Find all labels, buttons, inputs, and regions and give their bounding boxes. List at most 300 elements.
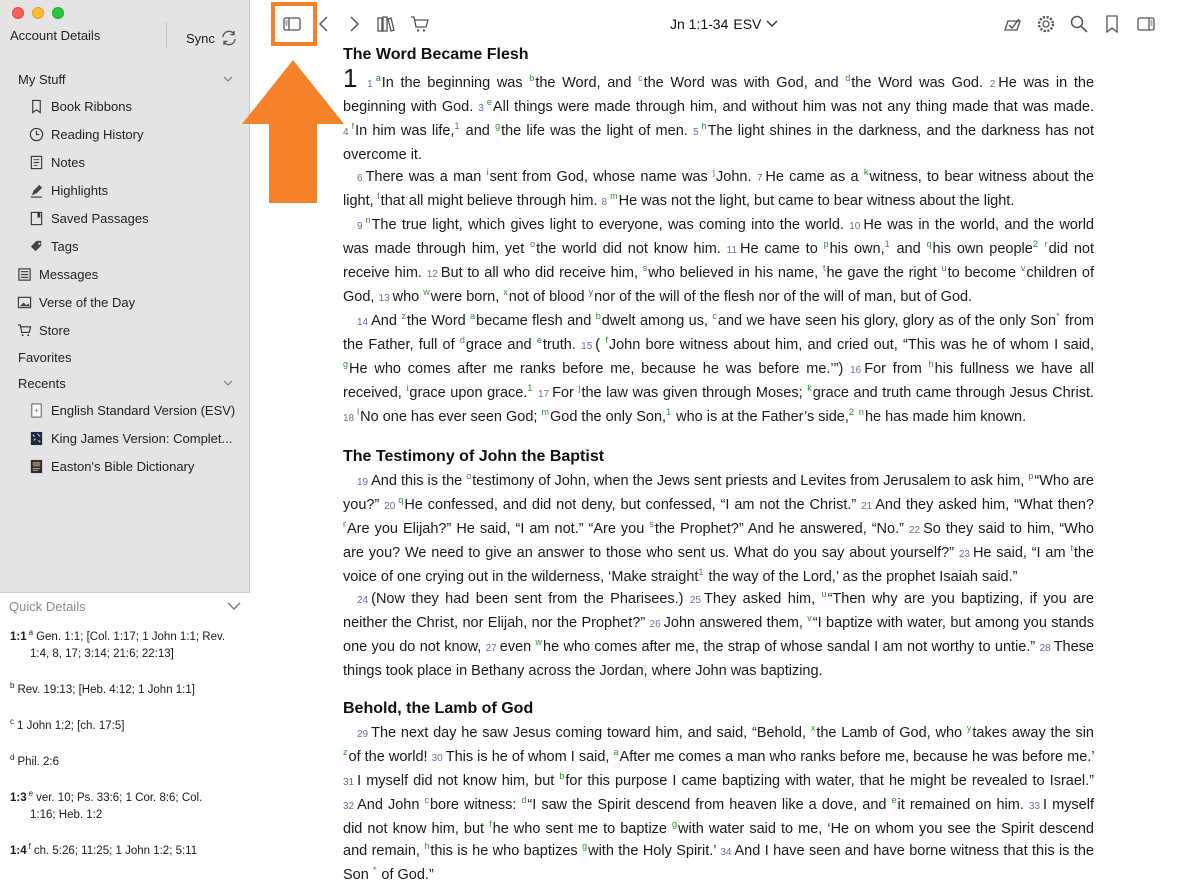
verse-text: No one has ever seen God;: [360, 409, 542, 425]
footnote-marker[interactable]: q: [926, 239, 932, 250]
paragraph: [343, 310, 1094, 430]
footnote-marker[interactable]: w: [423, 287, 430, 298]
verse-text: truth.: [542, 337, 576, 353]
verse-text: sent from God, whose name was: [489, 169, 714, 185]
cross-reference-verse: 1:1: [10, 631, 27, 643]
cross-reference-entry[interactable]: [10, 754, 240, 771]
footnote-marker[interactable]: z: [401, 311, 406, 322]
verse-text: children of God,: [343, 265, 1094, 305]
verse-text: who: [392, 289, 424, 305]
sidebar-item-label: English Standard Version (ESV): [51, 402, 236, 418]
footnote-marker[interactable]: b: [595, 311, 601, 322]
reading-plan-button[interactable]: [1002, 13, 1024, 35]
verse-text: the Word was God.: [851, 75, 984, 91]
minimize-window-button[interactable]: [32, 7, 44, 19]
sidebar-item-messages[interactable]: [0, 260, 250, 288]
sidebar-item-reading-history[interactable]: [0, 120, 250, 148]
footnote-marker[interactable]: 1: [666, 407, 672, 418]
verse-number: 14: [357, 317, 369, 328]
footnote-marker[interactable]: h: [928, 359, 934, 370]
verse-text: Are you Elijah?” He said, “I am not.” “Are you: [347, 521, 650, 537]
footnote-marker[interactable]: z: [343, 747, 348, 758]
sidebar-item-store[interactable]: [0, 316, 250, 344]
footnote-marker[interactable]: t: [822, 263, 826, 274]
verse-text: But to all who did receive him,: [440, 265, 643, 281]
verse-text: testimony of John, when the Jews sent priests and Levites from Jerusalem to ask him,: [472, 473, 1029, 489]
footnote-marker[interactable]: m: [541, 407, 549, 418]
verse-text: He who comes after me ranks before me, because he was before me.’”): [349, 361, 844, 377]
sidebar-item-label: Notes: [51, 154, 85, 170]
footnote-marker[interactable]: e: [536, 335, 542, 346]
verse-text: his own,: [829, 241, 885, 257]
chevron-down-icon: [766, 19, 778, 29]
footnote-marker[interactable]: d: [521, 795, 527, 806]
footnote-marker[interactable]: p: [823, 239, 829, 250]
verse-text: In him was life,: [355, 123, 455, 139]
verse-number: 20: [384, 501, 396, 512]
verse-text: and: [890, 241, 927, 257]
verse-text: I myself did not know him, but: [357, 773, 560, 789]
verse-text: this is he who baptizes: [430, 843, 583, 859]
verse-text: John bore witness about him, and cried out, “This was he of whom I said,: [608, 337, 1095, 353]
cross-reference-verse: 1:3: [10, 792, 27, 804]
footnote-marker[interactable]: c: [712, 311, 717, 322]
footnote-marker[interactable]: f: [489, 819, 492, 830]
footnote-marker[interactable]: j: [578, 383, 581, 394]
verse-text: They asked him,: [704, 591, 822, 607]
bookmark-icon: [1102, 14, 1122, 34]
verse-text: He was in the world, and the world was made through him, yet: [343, 217, 1094, 257]
verse-text: The light shines in the darkness, and the darkness has not overcome it.: [343, 123, 1095, 163]
verse-text: for this purpose I came baptizing with water, that he might be revealed to Israel.”: [565, 773, 1094, 789]
verse-text: with water said to me, ‘He on whom you see the Spirit descend and remain,: [343, 821, 1094, 859]
verse-text: And they asked him, “What then?: [875, 497, 1095, 513]
sidebar-item-label: Highlights: [51, 182, 109, 198]
sidebar-item-label: Reading History: [51, 126, 144, 142]
footnote-marker[interactable]: v: [807, 613, 812, 624]
verse-number: 9: [357, 221, 363, 232]
verse-text: After me comes a man who ranks before me, because he was before me.’: [619, 749, 1095, 765]
footnote-marker[interactable]: *: [372, 865, 377, 876]
footnote-marker[interactable]: 2: [1032, 239, 1038, 250]
verse-text: John.: [716, 169, 752, 185]
verse-number: 7: [756, 173, 763, 184]
sidebar-nav: [0, 66, 250, 480]
footnote-marker[interactable]: u: [821, 589, 827, 600]
verse-number: 31: [343, 777, 355, 788]
verse-text: the voice of one crying out in the wilderness, ‘Make straight: [343, 545, 1095, 585]
footnote-marker[interactable]: c: [424, 795, 429, 806]
verse-number: 30: [431, 753, 443, 764]
footnote-marker[interactable]: h: [701, 121, 707, 132]
verse-text: In the beginning was: [381, 75, 530, 91]
sidebar-item-verse-of-the-day[interactable]: [0, 288, 250, 316]
footnote-marker[interactable]: a: [613, 747, 619, 758]
verse-text: All things were made through him, and without him was not any thing made that was made.: [492, 99, 1094, 115]
close-window-button[interactable]: [12, 7, 24, 19]
verse-text: “Who are you?”: [343, 473, 1094, 513]
cross-reference-text: 1:4, 8, 17; 3:14; 21:6; 22:13]: [30, 648, 174, 660]
verse-text: grace and truth came through Jesus Christ.: [812, 385, 1095, 401]
footnote-marker[interactable]: b: [559, 771, 565, 782]
cross-reference-letter: c: [10, 717, 14, 727]
cross-reference-text: Rev. 19:13; [Heb. 4:12; 1 John 1:1]: [17, 684, 195, 696]
section-label: My Stuff: [18, 71, 66, 87]
footnote-marker[interactable]: e: [486, 97, 492, 108]
clock-icon: [29, 127, 44, 142]
verse-number: 23: [958, 549, 970, 560]
footnote-marker[interactable]: n: [365, 215, 371, 226]
verse-text: And: [371, 313, 402, 329]
verse-text: “I saw the Spirit descend from heaven like a dove, and: [527, 797, 892, 813]
quick-details-header[interactable]: [0, 593, 250, 619]
verse-text: that all might believe through him.: [380, 193, 598, 209]
verse-text: the world did not know him.: [536, 241, 721, 257]
chevron-left-icon: [314, 14, 334, 34]
verse-number: 15: [581, 341, 593, 352]
verse-text: not of blood: [508, 289, 589, 305]
footnote-marker[interactable]: w: [535, 637, 543, 648]
footnote-marker[interactable]: 1: [454, 121, 460, 132]
verse-text: it remained on him.: [897, 797, 1024, 813]
sync-button[interactable]: [186, 28, 239, 48]
verse-text: bore witness:: [429, 797, 522, 813]
footnote-marker[interactable]: r: [343, 519, 346, 530]
footnote-marker[interactable]: u: [941, 263, 947, 274]
highlighter-icon: [29, 183, 44, 198]
passage-reference: Jn 1:1-34: [670, 16, 729, 32]
verse-text: So they said to him, “Who are you? We need to give an answer to those who sent us. What do you say about yourself?”: [343, 521, 1094, 561]
verse-number: 17: [538, 389, 550, 400]
cross-reference-text: ver. 10; Ps. 33:6; 1 Cor. 8:6; Col.: [36, 792, 203, 804]
section-heading: The Word Became Flesh: [343, 46, 529, 63]
verse-number: 6: [357, 173, 363, 184]
verse-text: The true light, which gives light to everyone, was coming into the world.: [371, 217, 844, 233]
settings-button[interactable]: [1035, 13, 1057, 35]
chapter-number: 1: [343, 63, 358, 93]
verse-text: nor of the will of the flesh nor of the will of man, but of God.: [594, 289, 973, 305]
sync-icon: [219, 28, 239, 48]
paragraph: [343, 470, 1094, 588]
footnote-marker[interactable]: y: [588, 287, 594, 298]
gear-icon: [1036, 14, 1056, 34]
passage-text: [343, 470, 1094, 682]
footnote-marker[interactable]: g: [672, 819, 678, 830]
verse-text: the law was given through Moses;: [581, 385, 808, 401]
sync-label: Sync: [186, 30, 215, 46]
verse-text: He was not the light, but came to bear witness about the light.: [618, 193, 1015, 209]
verse-text: He was in the beginning with God.: [343, 75, 1095, 115]
footnote-marker[interactable]: p: [1028, 471, 1034, 482]
verse-text: These things took place in Bethany across the Jordan, where John was baptizing.: [343, 639, 1094, 679]
verse-text: his fullness we have all received,: [343, 361, 1095, 401]
footnote-marker[interactable]: o: [530, 239, 536, 250]
footnote-marker[interactable]: g: [582, 841, 588, 852]
bookmark-button[interactable]: [1101, 13, 1123, 35]
footnote-marker[interactable]: m: [610, 191, 618, 202]
cross-reference-letter: e: [28, 789, 34, 799]
verse-number: 11: [726, 245, 738, 256]
search-icon: [1069, 14, 1089, 34]
up-arrow-icon: [242, 60, 344, 203]
forward-button[interactable]: [343, 13, 365, 35]
footnote-marker[interactable]: g: [343, 359, 349, 370]
footnote-marker[interactable]: 2: [848, 407, 854, 418]
sidebar-item-recent-esv[interactable]: [0, 396, 250, 424]
book-cover-icon: [29, 459, 44, 474]
footnote-marker[interactable]: i: [486, 167, 489, 178]
verse-text: of God.”: [377, 867, 434, 883]
sidebar-item-tags[interactable]: [0, 232, 250, 260]
sidebar-item-label: Messages: [39, 266, 99, 282]
verse-text: witness, to bear witness about the light,: [343, 169, 1094, 209]
verse-text: who is at the Father’s side,: [672, 409, 849, 425]
verse-number: 19: [357, 477, 369, 488]
verse-text: did not receive him.: [343, 241, 1094, 281]
section-label: Favorites: [18, 349, 72, 365]
verse-text: of the world!: [348, 749, 428, 765]
footnote-marker[interactable]: s: [649, 519, 654, 530]
verse-text: he has made him known.: [864, 409, 1027, 425]
footnote-marker[interactable]: f: [605, 335, 608, 346]
verse-text: he who sent me to baptize: [492, 821, 673, 837]
verse-text: the life was the light of men.: [501, 123, 688, 139]
chevron-right-icon: [344, 14, 364, 34]
verse-text: the Word, and: [535, 75, 639, 91]
verse-text: he gave the right: [826, 265, 942, 281]
verse-number: 28: [1039, 643, 1051, 654]
sidebar-item-notes[interactable]: [0, 148, 250, 176]
verse-text: He said, “I am: [972, 545, 1071, 561]
footnote-marker[interactable]: q: [398, 495, 404, 506]
verse-text: his own people: [932, 241, 1033, 257]
footnote-marker[interactable]: y: [966, 723, 972, 734]
verse-number: 10: [849, 221, 861, 232]
passage-selector[interactable]: [670, 16, 778, 32]
zoom-window-button[interactable]: [52, 7, 64, 19]
sidebar-item-highlights[interactable]: [0, 176, 250, 204]
paragraph: [343, 214, 1094, 310]
cross-reference-text: Gen. 1:1; [Col. 1:17; 1 John 1:1; Rev.: [36, 631, 226, 643]
messages-icon: [17, 267, 32, 282]
cross-reference-letter: b: [10, 681, 15, 691]
verse-text: John answered them,: [663, 615, 808, 631]
sidebar-item-recent-eastons[interactable]: [0, 452, 250, 480]
sidebar-item-label: Store: [39, 322, 71, 338]
sidebar-item-label: Saved Passages: [51, 210, 149, 226]
book-cover-icon: [29, 431, 44, 446]
search-button[interactable]: [1068, 13, 1090, 35]
verse-text: dwelt among us,: [601, 313, 713, 329]
footnote-marker[interactable]: l: [377, 191, 380, 202]
cross-reference-letter: d: [10, 753, 15, 763]
verse-text: For: [552, 385, 579, 401]
verse-text: and: [460, 123, 496, 139]
footnote-marker[interactable]: o: [466, 471, 472, 482]
footnote-marker[interactable]: c: [638, 73, 643, 84]
verse-text: and we have seen his glory, glory as of the only Son: [717, 313, 1057, 329]
note-icon: [29, 155, 44, 170]
footnote-marker[interactable]: 1: [698, 567, 704, 578]
divider: [166, 22, 167, 48]
verse-text: God the only Son,: [550, 409, 667, 425]
verse-number: 1: [367, 79, 373, 90]
sidebar-item-label: Book Ribbons: [51, 98, 132, 114]
verse-text: And I have seen and have borne witness that this is the Son: [343, 843, 1094, 883]
verse-text: the Prophet?” And he answered, “No.”: [654, 521, 904, 537]
sidebar-item-label: King James Version: Complet...: [51, 430, 233, 446]
verse-number: 25: [689, 595, 702, 606]
passage-text: [343, 63, 1095, 430]
saved-passage-icon: [29, 211, 44, 226]
paragraph: [343, 166, 1094, 214]
footnote-marker[interactable]: n: [858, 407, 864, 418]
footnote-marker[interactable]: d: [459, 335, 465, 346]
passage-text: [343, 722, 1094, 886]
footnote-marker[interactable]: a: [375, 73, 381, 84]
cross-reference-text: 1 John 1:2; [ch. 17:5]: [17, 720, 125, 732]
book-cover-icon: [29, 403, 44, 418]
verse-number: 27: [485, 643, 497, 654]
footnote-marker[interactable]: 1: [527, 383, 533, 394]
verse-text: from the Father, full of: [343, 313, 1094, 353]
back-button[interactable]: [313, 13, 335, 35]
verse-text: This is he of whom I said,: [445, 749, 614, 765]
verse-number: 13: [378, 293, 390, 304]
library-button[interactable]: [375, 13, 397, 35]
tag-icon: [29, 239, 44, 254]
chevron-down-icon[interactable]: [226, 599, 242, 613]
verse-text: the Lamb of God, who: [816, 725, 967, 741]
footnote-marker[interactable]: b: [529, 73, 535, 84]
right-panel-toggle-button[interactable]: [1135, 13, 1157, 35]
cross-reference-entry[interactable]: [10, 790, 240, 824]
quick-details-title: Quick Details: [9, 598, 86, 614]
verse-number: 18: [343, 413, 355, 424]
quick-details-panel: [0, 592, 250, 867]
chevron-down-icon[interactable]: [222, 73, 234, 85]
sidebar-item-book-ribbons[interactable]: [0, 92, 250, 120]
cart-icon: [17, 323, 32, 338]
cross-reference-entry[interactable]: [10, 843, 240, 860]
footnote-marker[interactable]: e: [891, 795, 897, 806]
verse-text: There was a man: [365, 169, 487, 185]
footnote-marker[interactable]: a: [470, 311, 476, 322]
cross-reference-letter: f: [28, 842, 31, 852]
verse-text: I myself did not know him, but: [343, 797, 1094, 837]
verse-number: 12: [426, 269, 438, 280]
reading-pane: [343, 46, 1094, 886]
verse-text: grace and: [465, 337, 537, 353]
sidebar-item-label: Easton's Bible Dictionary: [51, 458, 195, 474]
quick-details-list: [0, 619, 250, 860]
sidebar-section-my-stuff[interactable]: [0, 66, 250, 92]
verse-text: takes away the sin: [972, 725, 1094, 741]
window-controls: [12, 7, 64, 19]
cross-reference-entry[interactable]: [10, 718, 240, 735]
footnote-marker[interactable]: 1: [884, 239, 890, 250]
library-icon: [376, 14, 396, 34]
cart-icon: [410, 14, 430, 34]
verse-text: the Word was with God, and: [643, 75, 846, 91]
verse-number: 24: [357, 595, 369, 606]
footnote-marker[interactable]: x: [810, 723, 816, 734]
image-icon: [17, 295, 32, 310]
highlight-box: [271, 2, 317, 46]
paragraph: [343, 722, 1094, 886]
verse-text: he who comes after me, the strap of whose sandal I am not worthy to untie.”: [543, 639, 1036, 655]
cross-reference-entry[interactable]: [10, 629, 240, 663]
verse-number: 32: [343, 801, 355, 812]
verse-number: 16: [850, 365, 862, 376]
footnote-marker[interactable]: f: [351, 121, 355, 132]
cross-reference-verse: 1:4: [10, 845, 27, 857]
verse-number: 8: [601, 197, 608, 208]
footnote-marker[interactable]: g: [495, 121, 501, 132]
verse-text: (Now they had been sent from the Pharisees.): [371, 591, 684, 607]
footnote-marker[interactable]: d: [845, 73, 851, 84]
footnote-marker[interactable]: v: [1020, 263, 1026, 274]
footnote-marker[interactable]: s: [642, 263, 648, 274]
checkmark-book-icon: [1003, 14, 1023, 34]
verse-number: 21: [861, 501, 873, 512]
footnote-marker[interactable]: h: [424, 841, 430, 852]
store-button[interactable]: [409, 13, 431, 35]
cross-reference-text: Phil. 2:6: [17, 756, 60, 768]
verse-text: For from: [864, 361, 929, 377]
footnote-marker[interactable]: l: [357, 407, 360, 418]
sidebar-section-recents[interactable]: [0, 370, 250, 396]
verse-text: He came to: [740, 241, 824, 257]
verse-text: He came as a: [765, 169, 864, 185]
sidebar-item-recent-kjv[interactable]: [0, 424, 250, 452]
verse-text: were born,: [430, 289, 504, 305]
chevron-down-icon[interactable]: [222, 377, 234, 389]
sidebar-section-favorites[interactable]: [0, 344, 250, 370]
footnote-marker[interactable]: *: [1056, 311, 1060, 322]
paragraph: [343, 63, 1095, 166]
verse-text: to become: [947, 265, 1021, 281]
cross-reference-text: ch. 5:26; 11:25; 1 John 1:2; 5:11: [33, 845, 198, 857]
verse-text: “Then why are you baptizing, if you are neither the Christ, nor Elijah, nor the Prophet?”: [343, 591, 1094, 631]
sidebar-item-saved-passages[interactable]: [0, 204, 250, 232]
verse-number: 3: [478, 103, 484, 114]
verse-number: 29: [357, 729, 369, 740]
verse-text: (: [595, 337, 606, 353]
verse-number: 33: [1028, 801, 1041, 812]
account-details-button[interactable]: Account Details: [10, 28, 101, 43]
footnote-marker[interactable]: i: [406, 383, 409, 394]
footnote-marker[interactable]: x: [503, 287, 508, 298]
verse-text: grace upon grace.: [409, 385, 528, 401]
verse-text: became flesh and: [476, 313, 596, 329]
footnote-marker[interactable]: r: [1044, 239, 1048, 250]
footnote-marker[interactable]: k: [863, 167, 869, 178]
verse-text: the way of the Lord,’ as the prophet Isaiah said.”: [704, 569, 1018, 585]
verse-number: 2: [989, 79, 996, 90]
section-heading: The Testimony of John the Baptist: [343, 448, 605, 465]
verse-text: even: [499, 639, 536, 655]
sidebar-item-label: Tags: [51, 238, 79, 254]
verse-number: 34: [720, 847, 732, 858]
verse-text: The next day he saw Jesus coming toward him, and said, “Behold,: [371, 725, 811, 741]
cross-reference-text: 1:16; Heb. 1:2: [30, 809, 103, 821]
verse-text: “I baptize with water, but among you stands one you do not know,: [343, 615, 1094, 655]
cross-reference-entry[interactable]: [10, 682, 240, 699]
footnote-marker[interactable]: t: [1070, 543, 1073, 554]
footnote-marker[interactable]: k: [807, 383, 812, 394]
footnote-marker[interactable]: j: [713, 167, 716, 178]
